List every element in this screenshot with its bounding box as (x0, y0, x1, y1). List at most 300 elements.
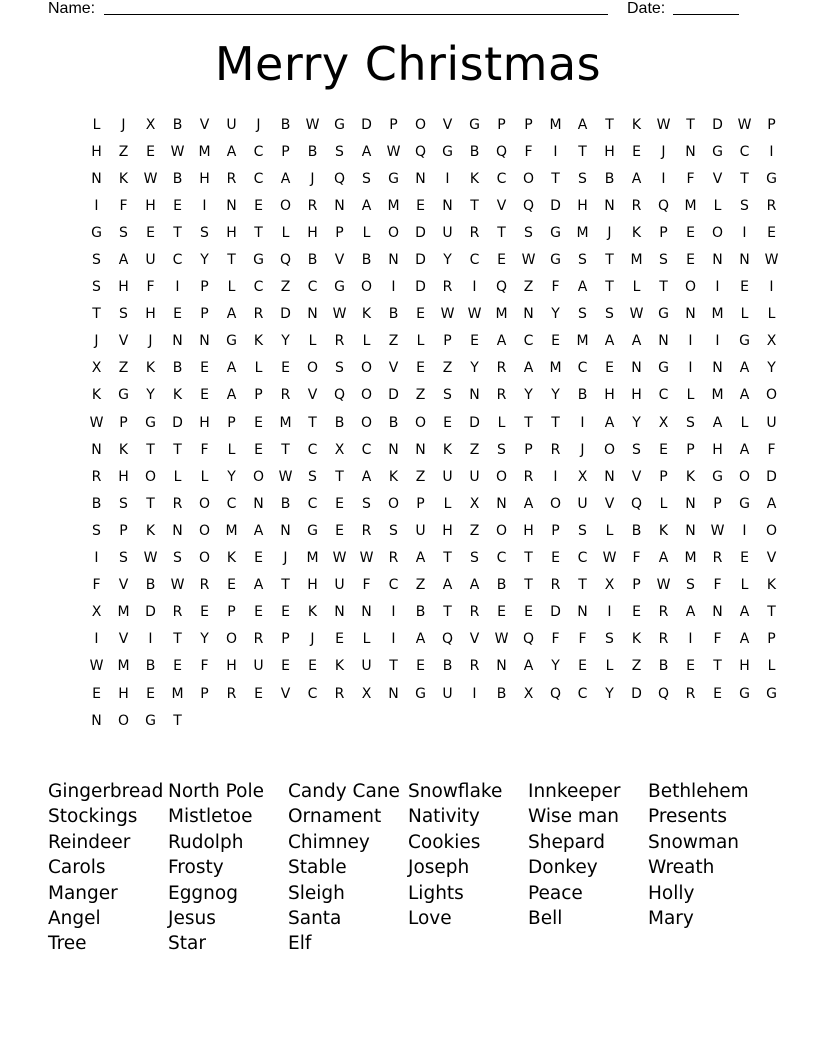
grid-letter[interactable]: N (604, 468, 615, 485)
grid-letter[interactable]: I (445, 170, 450, 187)
grid-letter[interactable]: W (89, 658, 104, 675)
grid-letter[interactable]: S (119, 224, 128, 241)
grid-letter[interactable]: S (308, 468, 317, 485)
grid-letter[interactable]: S (92, 522, 101, 539)
grid-letter[interactable]: B (145, 577, 156, 594)
grid-letter[interactable]: R (685, 685, 696, 702)
grid-letter[interactable]: K (145, 360, 156, 377)
grid-letter[interactable]: A (739, 360, 750, 377)
grid-letter[interactable]: O (414, 116, 427, 133)
grid-letter[interactable]: U (253, 658, 264, 675)
grid-letter[interactable]: H (145, 197, 156, 214)
grid-letter[interactable]: E (551, 333, 560, 350)
grid-letter[interactable]: M (198, 143, 211, 160)
grid-letter[interactable]: E (686, 252, 695, 269)
grid-letter[interactable]: G (469, 116, 480, 133)
grid-letter[interactable]: S (92, 279, 101, 296)
grid-letter[interactable]: P (632, 577, 641, 594)
grid-letter[interactable]: E (146, 685, 155, 702)
grid-letter[interactable]: L (254, 360, 263, 377)
grid-letter[interactable]: N (523, 306, 534, 323)
grid-letter[interactable]: B (280, 116, 291, 133)
grid-letter[interactable]: E (254, 604, 263, 621)
grid-letter[interactable]: O (225, 631, 238, 648)
grid-letter[interactable]: E (524, 604, 533, 621)
grid-letter[interactable]: H (226, 224, 237, 241)
grid-letter[interactable]: I (742, 224, 747, 241)
grid-letter[interactable]: H (604, 387, 615, 404)
grid-letter[interactable]: G (712, 468, 723, 485)
grid-letter[interactable]: R (253, 306, 264, 323)
grid-letter[interactable]: O (765, 387, 778, 404)
grid-letter[interactable]: H (307, 224, 318, 241)
grid-letter[interactable]: W (170, 577, 185, 594)
grid-letter[interactable]: G (550, 252, 561, 269)
grid-letter[interactable]: T (281, 441, 290, 458)
grid-letter[interactable]: E (416, 306, 425, 323)
grid-letter[interactable]: A (415, 550, 426, 567)
grid-letter[interactable]: Z (442, 360, 453, 377)
grid-letter[interactable]: I (553, 468, 558, 485)
grid-letter[interactable]: A (253, 522, 264, 539)
grid-letter[interactable]: A (226, 360, 237, 377)
grid-letter[interactable]: H (712, 441, 723, 458)
grid-letter[interactable]: V (307, 387, 318, 404)
grid-letter[interactable]: Y (227, 468, 236, 485)
grid-letter[interactable]: F (578, 631, 587, 648)
grid-letter[interactable]: N (496, 495, 507, 512)
grid-letter[interactable]: W (656, 577, 671, 594)
grid-letter[interactable]: P (659, 468, 668, 485)
grid-letter[interactable]: Q (522, 631, 535, 648)
grid-letter[interactable]: K (253, 333, 264, 350)
grid-letter[interactable]: A (739, 387, 750, 404)
grid-letter[interactable]: N (577, 604, 588, 621)
grid-letter[interactable]: G (253, 252, 264, 269)
grid-letter[interactable]: H (91, 143, 102, 160)
grid-letter[interactable]: D (415, 224, 426, 241)
grid-letter[interactable]: R (496, 387, 507, 404)
grid-letter[interactable]: A (739, 604, 750, 621)
grid-letter[interactable]: L (281, 224, 290, 241)
grid-letter[interactable]: A (577, 116, 588, 133)
grid-letter[interactable]: A (766, 495, 777, 512)
grid-letter[interactable]: M (306, 550, 319, 567)
grid-letter[interactable]: A (685, 604, 696, 621)
grid-letter[interactable]: V (496, 197, 507, 214)
grid-letter[interactable]: W (764, 252, 779, 269)
grid-letter[interactable]: E (200, 387, 209, 404)
grid-letter[interactable]: S (335, 360, 344, 377)
grid-letter[interactable]: T (335, 468, 344, 485)
grid-letter[interactable]: C (226, 495, 237, 512)
grid-letter[interactable]: F (362, 577, 371, 594)
grid-letter[interactable]: A (604, 414, 615, 431)
grid-letter[interactable]: P (335, 224, 344, 241)
grid-letter[interactable]: X (604, 577, 615, 594)
grid-letter[interactable]: A (523, 495, 534, 512)
grid-letter[interactable]: C (469, 252, 480, 269)
grid-letter[interactable]: B (496, 685, 507, 702)
grid-letter[interactable]: N (388, 685, 399, 702)
grid-letter[interactable]: I (607, 604, 612, 621)
grid-letter[interactable]: Z (388, 333, 399, 350)
grid-letter[interactable]: F (686, 170, 695, 187)
grid-letter[interactable]: O (279, 197, 292, 214)
grid-letter[interactable]: C (577, 550, 588, 567)
grid-letter[interactable]: S (686, 577, 695, 594)
grid-letter[interactable]: O (522, 170, 535, 187)
date-blank-line[interactable] (673, 14, 739, 15)
grid-letter[interactable]: N (334, 197, 345, 214)
grid-letter[interactable]: E (200, 360, 209, 377)
grid-letter[interactable]: H (739, 658, 750, 675)
grid-letter[interactable]: M (549, 116, 562, 133)
grid-letter[interactable]: O (360, 360, 373, 377)
grid-letter[interactable]: S (173, 550, 182, 567)
grid-letter[interactable]: N (685, 495, 696, 512)
grid-letter[interactable]: N (280, 522, 291, 539)
grid-letter[interactable]: I (661, 170, 666, 187)
grid-letter[interactable]: L (767, 658, 776, 675)
grid-letter[interactable]: L (227, 279, 236, 296)
grid-letter[interactable]: S (740, 197, 749, 214)
grid-letter[interactable]: A (361, 143, 372, 160)
grid-letter[interactable]: P (416, 495, 425, 512)
grid-letter[interactable]: B (658, 658, 669, 675)
grid-letter[interactable]: X (334, 441, 345, 458)
grid-letter[interactable]: M (711, 306, 724, 323)
grid-letter[interactable]: C (496, 550, 507, 567)
grid-letter[interactable]: V (118, 577, 129, 594)
grid-letter[interactable]: E (173, 306, 182, 323)
grid-letter[interactable]: U (226, 116, 237, 133)
grid-letter[interactable]: A (118, 252, 129, 269)
grid-letter[interactable]: H (577, 197, 588, 214)
grid-letter[interactable]: Q (495, 143, 508, 160)
grid-letter[interactable]: O (306, 360, 319, 377)
grid-letter[interactable]: M (684, 197, 697, 214)
grid-letter[interactable]: N (226, 197, 237, 214)
grid-letter[interactable]: T (173, 712, 182, 729)
grid-letter[interactable]: V (712, 170, 723, 187)
grid-letter[interactable]: O (414, 414, 427, 431)
grid-letter[interactable]: T (281, 577, 290, 594)
grid-letter[interactable]: V (766, 550, 777, 567)
grid-letter[interactable]: F (200, 658, 209, 675)
grid-letter[interactable]: R (550, 441, 561, 458)
grid-letter[interactable]: P (227, 604, 236, 621)
grid-letter[interactable]: W (305, 116, 320, 133)
grid-letter[interactable]: I (391, 631, 396, 648)
grid-letter[interactable]: N (469, 387, 480, 404)
grid-letter[interactable]: Q (414, 143, 427, 160)
grid-letter[interactable]: S (119, 306, 128, 323)
grid-letter[interactable]: Q (522, 197, 535, 214)
grid-letter[interactable]: T (659, 279, 668, 296)
grid-letter[interactable]: S (119, 495, 128, 512)
grid-letter[interactable]: K (631, 631, 642, 648)
grid-letter[interactable]: H (442, 522, 453, 539)
grid-letter[interactable]: B (307, 252, 318, 269)
grid-letter[interactable]: G (658, 360, 669, 377)
grid-letter[interactable]: C (307, 279, 318, 296)
grid-letter[interactable]: L (740, 577, 749, 594)
grid-letter[interactable]: V (118, 631, 129, 648)
grid-letter[interactable]: D (550, 197, 561, 214)
grid-letter[interactable]: K (334, 658, 345, 675)
grid-letter[interactable]: D (361, 116, 372, 133)
grid-letter[interactable]: W (332, 306, 347, 323)
grid-letter[interactable]: S (362, 170, 371, 187)
name-blank-line[interactable] (104, 14, 608, 15)
grid-letter[interactable]: R (469, 658, 480, 675)
grid-letter[interactable]: Z (280, 279, 291, 296)
grid-letter[interactable]: O (117, 712, 130, 729)
grid-letter[interactable]: O (387, 224, 400, 241)
grid-letter[interactable]: E (281, 604, 290, 621)
grid-letter[interactable]: P (551, 522, 560, 539)
grid-letter[interactable]: W (467, 306, 482, 323)
grid-letter[interactable]: O (495, 468, 508, 485)
grid-letter[interactable]: R (388, 550, 399, 567)
grid-letter[interactable]: P (497, 116, 506, 133)
grid-letter[interactable]: E (713, 685, 722, 702)
grid-letter[interactable]: R (172, 495, 183, 512)
grid-letter[interactable]: B (388, 306, 399, 323)
grid-letter[interactable]: U (415, 522, 426, 539)
grid-letter[interactable]: E (281, 360, 290, 377)
grid-letter[interactable]: A (226, 306, 237, 323)
grid-letter[interactable]: K (442, 441, 453, 458)
grid-letter[interactable]: E (497, 604, 506, 621)
grid-letter[interactable]: Y (605, 685, 614, 702)
grid-letter[interactable]: W (278, 468, 293, 485)
grid-letter[interactable]: E (686, 658, 695, 675)
grid-letter[interactable]: U (442, 468, 453, 485)
grid-letter[interactable]: T (740, 170, 749, 187)
grid-letter[interactable]: L (659, 495, 668, 512)
grid-letter[interactable]: A (739, 441, 750, 458)
grid-letter[interactable]: T (551, 414, 560, 431)
grid-letter[interactable]: T (308, 414, 317, 431)
grid-letter[interactable]: E (632, 143, 641, 160)
grid-letter[interactable]: N (631, 360, 642, 377)
grid-letter[interactable]: X (577, 468, 588, 485)
grid-letter[interactable]: P (119, 522, 128, 539)
grid-letter[interactable]: B (496, 577, 507, 594)
grid-letter[interactable]: A (712, 414, 723, 431)
grid-letter[interactable]: E (740, 550, 749, 567)
grid-letter[interactable]: H (118, 685, 129, 702)
grid-letter[interactable]: K (658, 522, 669, 539)
grid-letter[interactable]: J (283, 550, 288, 567)
grid-letter[interactable]: P (254, 387, 263, 404)
grid-letter[interactable]: L (497, 414, 506, 431)
grid-letter[interactable]: B (307, 143, 318, 160)
grid-letter[interactable]: G (766, 685, 777, 702)
grid-letter[interactable]: E (335, 495, 344, 512)
grid-letter[interactable]: L (605, 522, 614, 539)
grid-letter[interactable]: W (359, 550, 374, 567)
grid-letter[interactable]: J (121, 116, 126, 133)
grid-letter[interactable]: K (631, 224, 642, 241)
grid-letter[interactable]: E (470, 333, 479, 350)
grid-letter[interactable]: O (765, 522, 778, 539)
grid-letter[interactable]: M (117, 604, 130, 621)
grid-letter[interactable]: B (604, 170, 615, 187)
grid-letter[interactable]: N (442, 197, 453, 214)
grid-letter[interactable]: O (549, 495, 562, 512)
grid-letter[interactable]: B (631, 522, 642, 539)
grid-letter[interactable]: X (91, 360, 102, 377)
grid-letter[interactable]: N (91, 441, 102, 458)
grid-letter[interactable]: B (415, 604, 426, 621)
grid-letter[interactable]: N (91, 712, 102, 729)
grid-letter[interactable]: T (767, 604, 776, 621)
grid-letter[interactable]: F (551, 279, 560, 296)
grid-letter[interactable]: O (684, 279, 697, 296)
grid-letter[interactable]: T (92, 306, 101, 323)
grid-letter[interactable]: O (360, 279, 373, 296)
grid-letter[interactable]: I (148, 631, 153, 648)
grid-letter[interactable]: K (307, 604, 318, 621)
grid-letter[interactable]: B (577, 387, 588, 404)
grid-letter[interactable]: E (335, 522, 344, 539)
grid-letter[interactable]: E (443, 414, 452, 431)
grid-letter[interactable]: K (469, 170, 480, 187)
grid-letter[interactable]: P (443, 333, 452, 350)
grid-letter[interactable]: D (550, 604, 561, 621)
grid-letter[interactable]: V (604, 495, 615, 512)
grid-letter[interactable]: G (550, 224, 561, 241)
grid-letter[interactable]: R (334, 685, 345, 702)
grid-letter[interactable]: T (389, 658, 398, 675)
grid-letter[interactable]: P (524, 441, 533, 458)
grid-letter[interactable]: G (334, 116, 345, 133)
grid-letter[interactable]: P (767, 631, 776, 648)
grid-letter[interactable]: B (91, 495, 102, 512)
grid-letter[interactable]: L (767, 306, 776, 323)
grid-letter[interactable]: T (524, 550, 533, 567)
grid-letter[interactable]: O (360, 387, 373, 404)
grid-letter[interactable]: O (711, 224, 724, 241)
grid-letter[interactable]: E (551, 550, 560, 567)
grid-letter[interactable]: E (605, 360, 614, 377)
grid-letter[interactable]: E (200, 604, 209, 621)
grid-letter[interactable]: Y (551, 658, 560, 675)
grid-letter[interactable]: T (578, 143, 587, 160)
grid-letter[interactable]: G (307, 522, 318, 539)
grid-letter[interactable]: Q (549, 685, 562, 702)
grid-letter[interactable]: E (308, 658, 317, 675)
grid-letter[interactable]: B (469, 143, 480, 160)
grid-letter[interactable]: N (496, 658, 507, 675)
grid-letter[interactable]: H (226, 658, 237, 675)
grid-letter[interactable]: B (172, 170, 183, 187)
grid-letter[interactable]: G (739, 495, 750, 512)
grid-letter[interactable]: I (580, 414, 585, 431)
grid-letter[interactable]: A (469, 577, 480, 594)
grid-letter[interactable]: E (173, 658, 182, 675)
grid-letter[interactable]: F (713, 577, 722, 594)
grid-letter[interactable]: T (605, 279, 614, 296)
grid-letter[interactable]: C (307, 685, 318, 702)
grid-letter[interactable]: I (472, 279, 477, 296)
grid-letter[interactable]: Z (469, 522, 480, 539)
grid-letter[interactable]: M (387, 197, 400, 214)
grid-letter[interactable]: W (170, 143, 185, 160)
grid-letter[interactable]: T (605, 116, 614, 133)
grid-letter[interactable]: O (198, 550, 211, 567)
grid-letter[interactable]: R (91, 468, 102, 485)
grid-letter[interactable]: Q (657, 685, 670, 702)
grid-letter[interactable]: P (200, 279, 209, 296)
grid-letter[interactable]: V (280, 685, 291, 702)
grid-letter[interactable]: E (254, 685, 263, 702)
grid-letter[interactable]: Y (146, 387, 155, 404)
grid-letter[interactable]: W (89, 414, 104, 431)
grid-letter[interactable]: L (740, 306, 749, 323)
grid-letter[interactable]: G (766, 170, 777, 187)
grid-letter[interactable]: Z (118, 360, 129, 377)
grid-letter[interactable]: D (631, 685, 642, 702)
grid-letter[interactable]: E (632, 604, 641, 621)
grid-letter[interactable]: G (739, 333, 750, 350)
grid-letter[interactable]: I (688, 333, 693, 350)
grid-letter[interactable]: M (684, 550, 697, 567)
grid-letter[interactable]: M (549, 360, 562, 377)
grid-letter[interactable]: N (658, 333, 669, 350)
grid-letter[interactable]: O (252, 468, 265, 485)
grid-letter[interactable]: Z (118, 143, 129, 160)
grid-letter[interactable]: W (332, 550, 347, 567)
grid-letter[interactable]: I (472, 685, 477, 702)
grid-letter[interactable]: H (307, 577, 318, 594)
grid-letter[interactable]: E (173, 197, 182, 214)
grid-letter[interactable]: I (202, 197, 207, 214)
grid-letter[interactable]: V (469, 631, 480, 648)
grid-letter[interactable]: F (551, 631, 560, 648)
grid-letter[interactable]: Y (524, 387, 533, 404)
grid-letter[interactable]: P (281, 631, 290, 648)
grid-letter[interactable]: B (172, 116, 183, 133)
grid-letter[interactable]: O (198, 522, 211, 539)
grid-letter[interactable]: O (387, 495, 400, 512)
grid-letter[interactable]: T (605, 252, 614, 269)
grid-letter[interactable]: J (94, 333, 99, 350)
grid-letter[interactable]: M (225, 522, 238, 539)
grid-letter[interactable]: I (94, 550, 99, 567)
grid-letter[interactable]: P (659, 224, 668, 241)
grid-letter[interactable]: G (145, 712, 156, 729)
grid-letter[interactable]: F (146, 279, 155, 296)
grid-letter[interactable]: E (740, 279, 749, 296)
grid-letter[interactable]: Q (657, 197, 670, 214)
grid-letter[interactable]: C (496, 170, 507, 187)
grid-letter[interactable]: A (523, 360, 534, 377)
grid-letter[interactable]: S (605, 306, 614, 323)
grid-letter[interactable]: A (631, 170, 642, 187)
grid-letter[interactable]: Q (441, 631, 454, 648)
grid-letter[interactable]: W (629, 306, 644, 323)
grid-letter[interactable]: G (388, 170, 399, 187)
grid-letter[interactable]: X (523, 685, 534, 702)
grid-letter[interactable]: R (199, 577, 210, 594)
grid-letter[interactable]: C (577, 360, 588, 377)
grid-letter[interactable]: E (416, 360, 425, 377)
grid-letter[interactable]: E (659, 441, 668, 458)
